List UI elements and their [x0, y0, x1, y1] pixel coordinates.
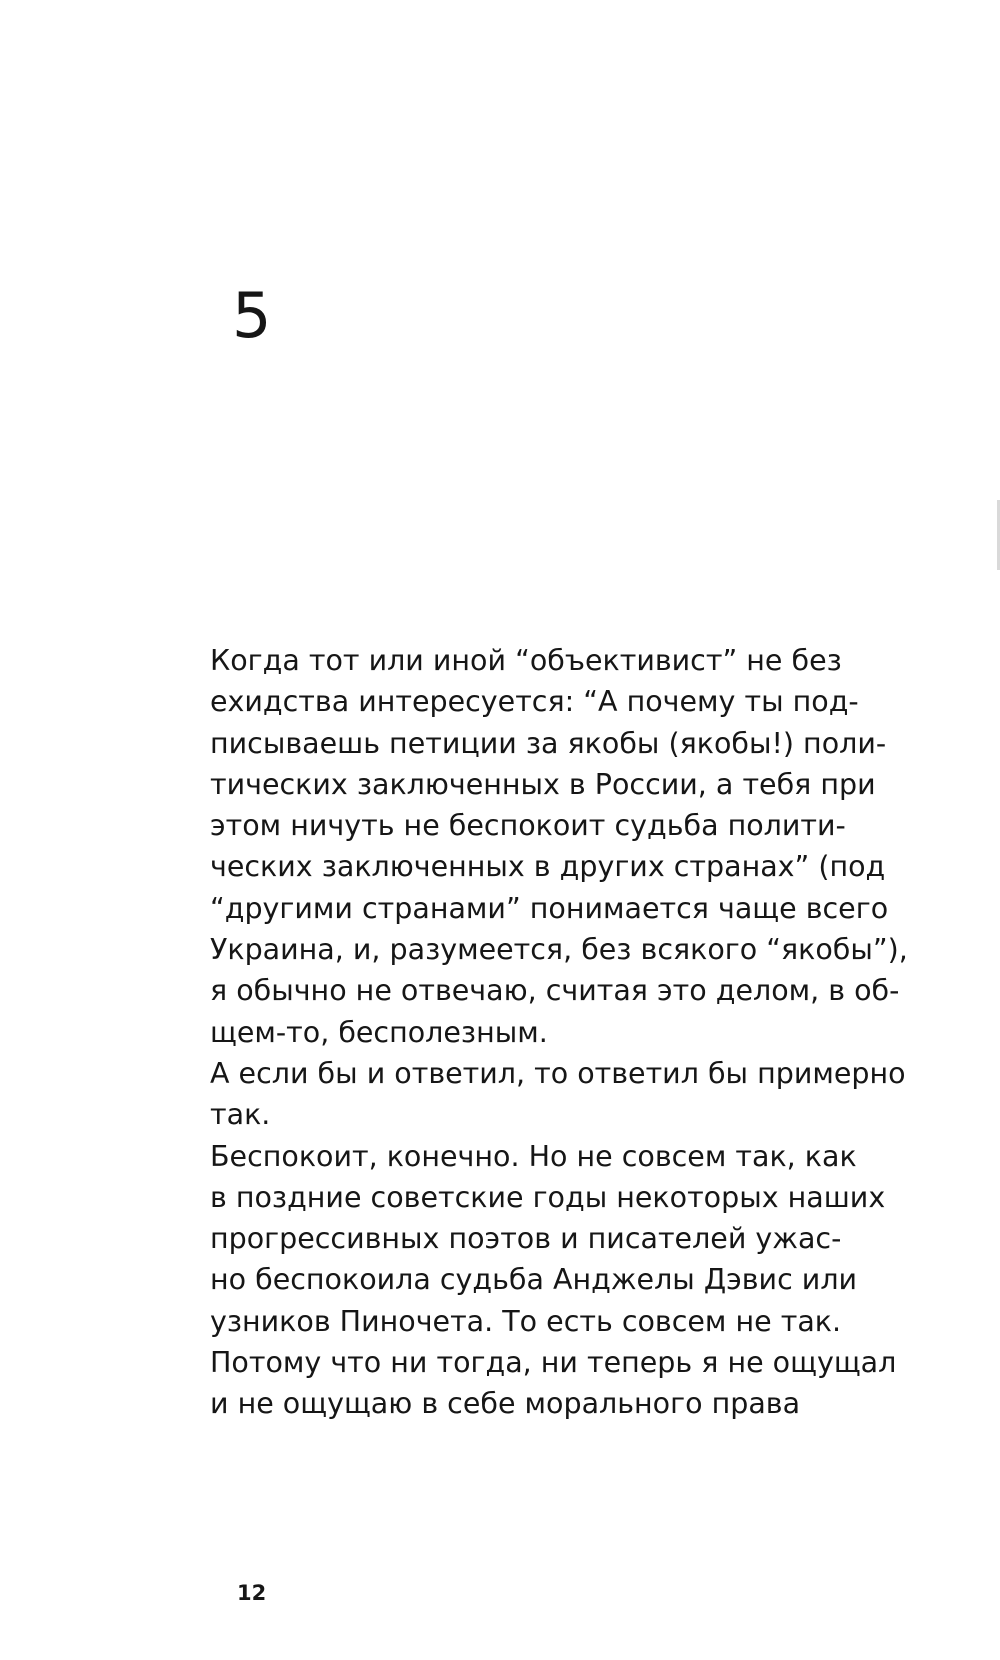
body-text	[210, 640, 930, 1425]
paragraph-4	[210, 1342, 930, 1425]
paragraph-1	[210, 640, 930, 1053]
paragraph-2	[210, 1053, 930, 1136]
text-line: писываешь петиции за якобы (якобы!) поли-	[210, 726, 887, 760]
text-line: узников Пиночета. То есть совсем не так.	[210, 1304, 842, 1338]
text-line: ческих заключенных в других странах” (под	[210, 850, 886, 884]
text-line: я обычно не отвечаю, считая это делом, в об-	[210, 974, 900, 1008]
text-line: Когда тот или иной “объективист” не без	[210, 644, 842, 677]
text-line: тических заключенных в России, а тебя при	[210, 767, 876, 801]
text-line: щем-то, бесполезным.	[210, 1015, 548, 1049]
text-line: Потому что ни тогда, ни теперь я не ощущал	[210, 1346, 897, 1380]
text-line: в поздние советские годы некоторых наших	[210, 1180, 886, 1214]
paragraph-3	[210, 1136, 930, 1342]
text-line: Украина, и, разумеется, без всякого “якобы”),	[210, 933, 908, 967]
text-line: “другими странами” понимается чаще всего	[210, 891, 889, 925]
text-line: так.	[210, 1098, 271, 1132]
chapter-number: 5	[232, 279, 272, 352]
text-line: А если бы и ответил, то ответил бы примерно	[210, 1056, 906, 1090]
text-line: Беспокоит, конечно. Но не совсем так, как	[210, 1139, 857, 1173]
text-line: ехидства интересуется: “А почему ты под-	[210, 685, 859, 719]
page-number: 12	[237, 1581, 267, 1605]
text-line: прогрессивных поэтов и писателей ужас-	[210, 1222, 842, 1256]
text-line: но беспокоила судьба Анджелы Дэвис или	[210, 1263, 858, 1297]
text-line: и не ощущаю в себе морального права	[210, 1387, 801, 1421]
text-line: этом ничуть не беспокоит судьба полити-	[210, 809, 846, 843]
